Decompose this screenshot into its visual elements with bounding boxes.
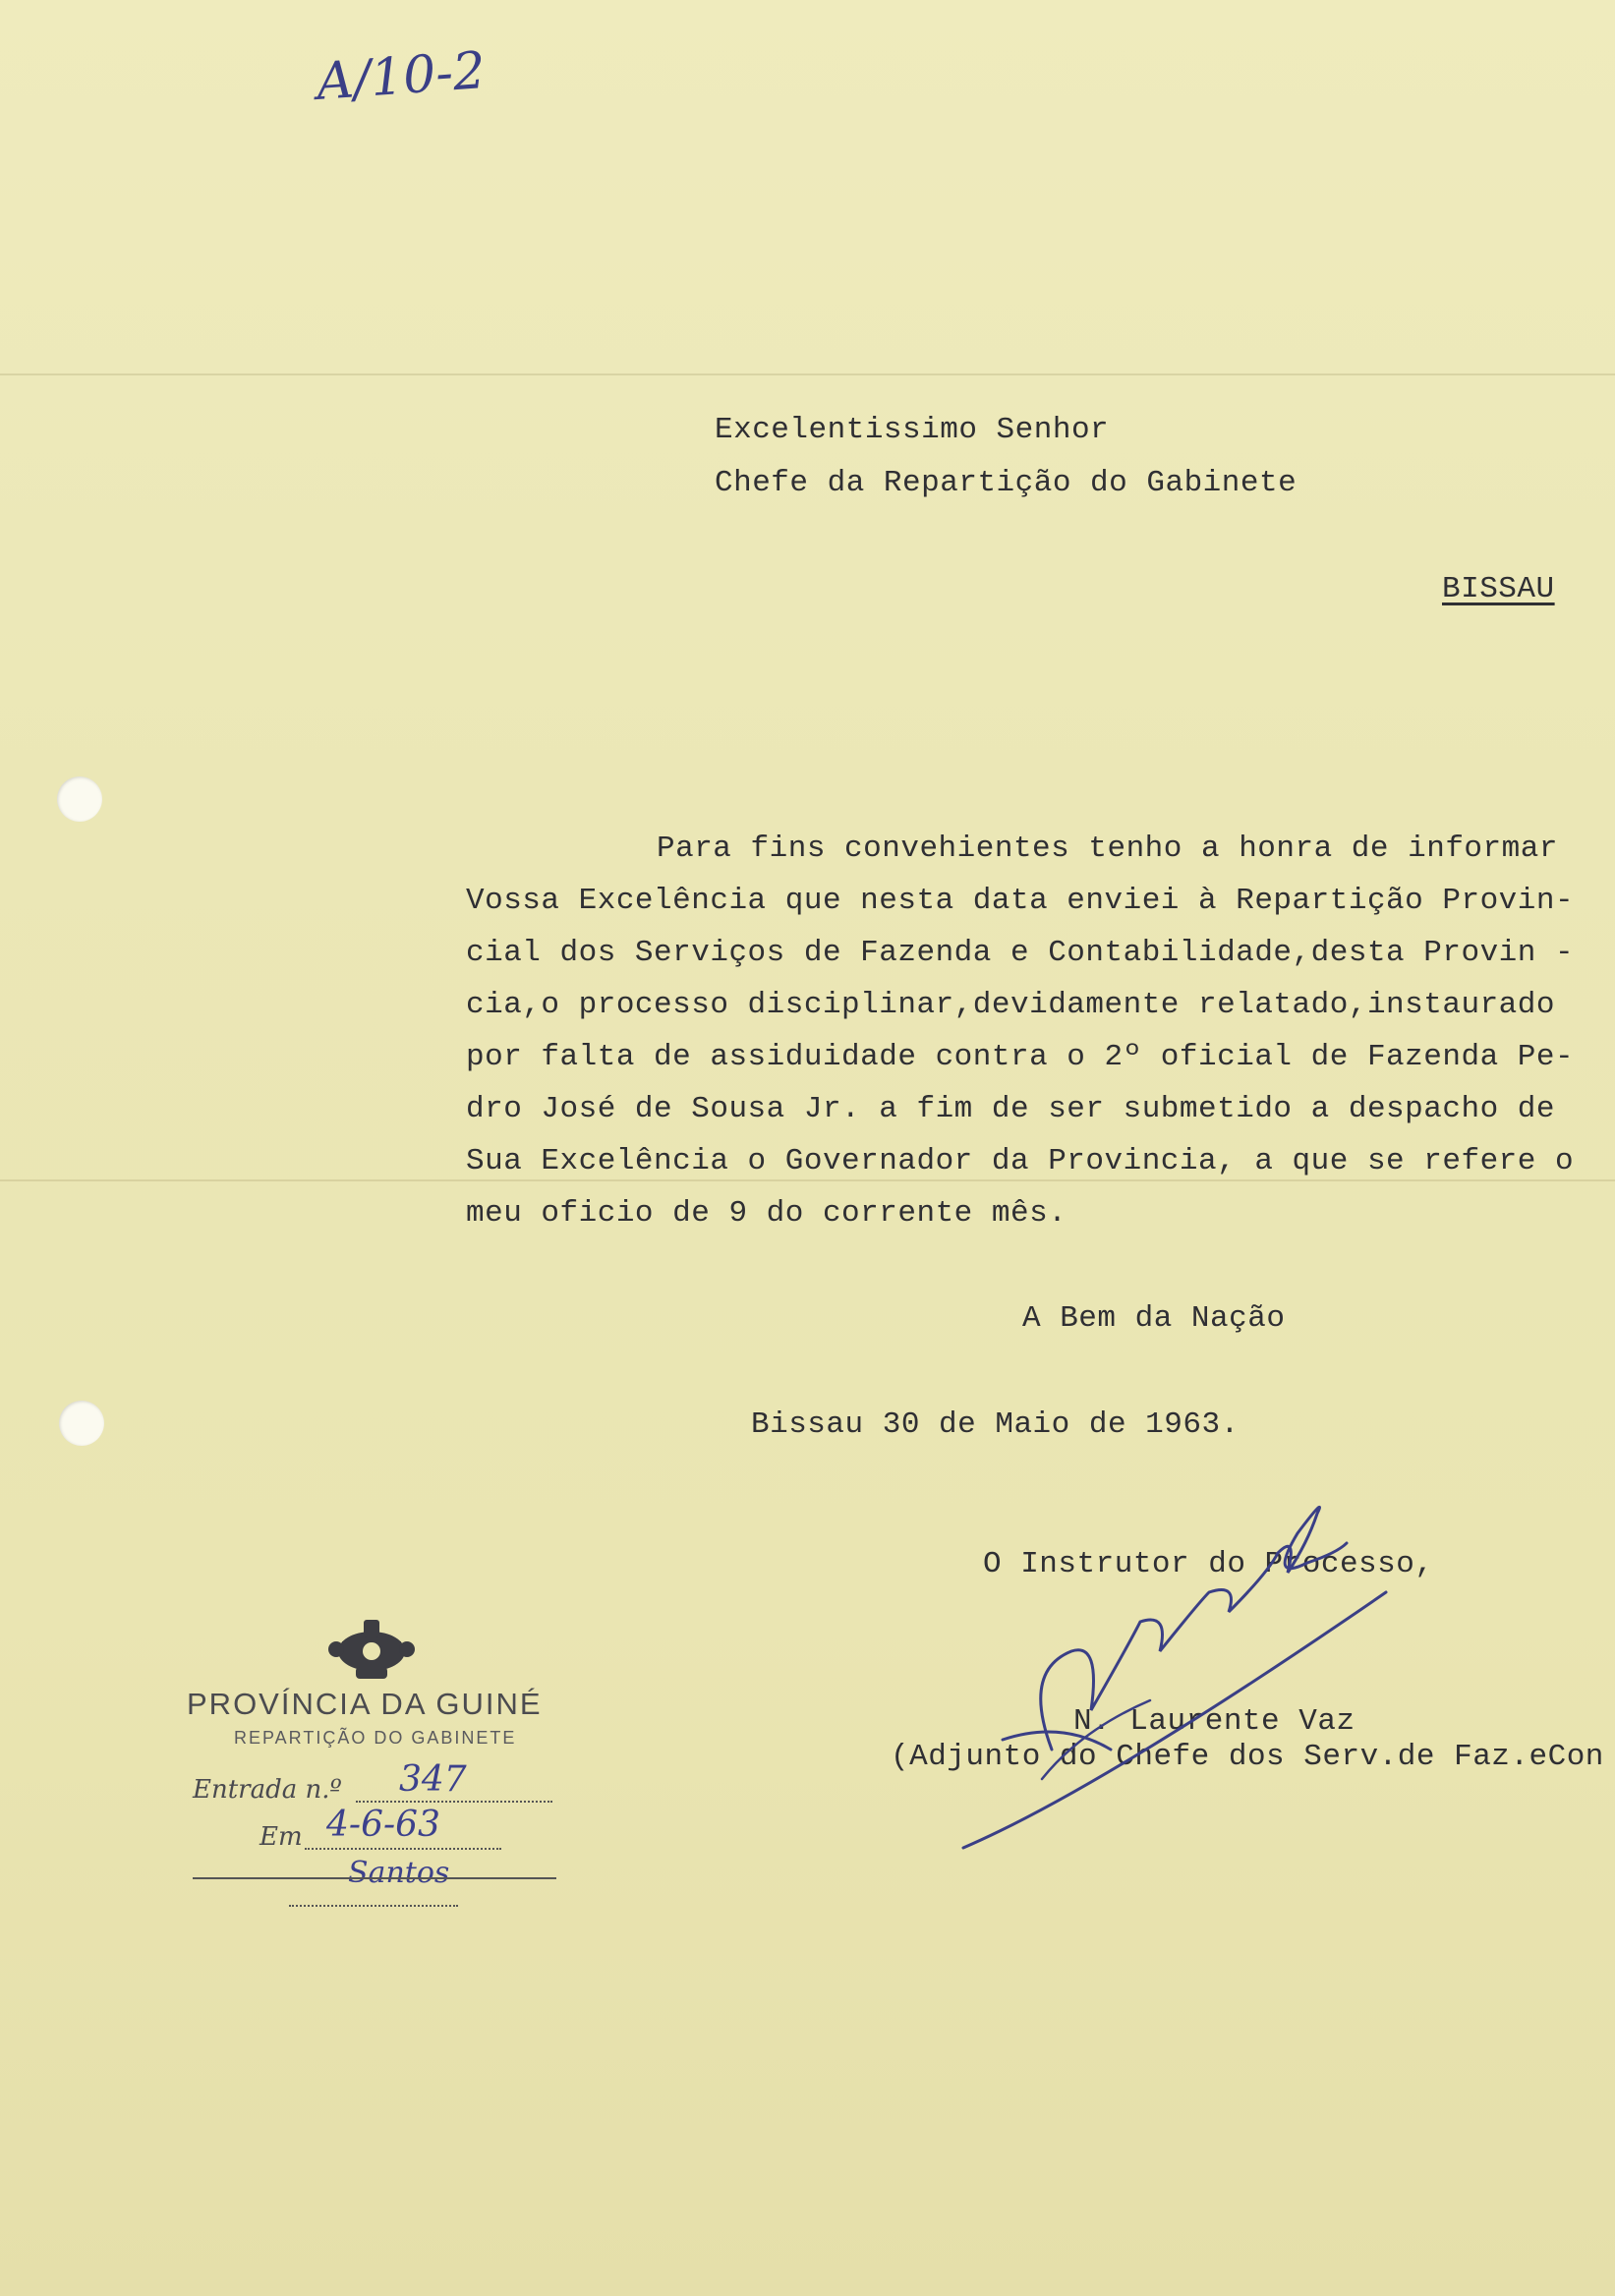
stamp-entry-dotted-line — [356, 1801, 552, 1803]
stamp-rule — [193, 1877, 556, 1879]
addressee-city: BISSAU — [1442, 572, 1555, 606]
stamp-date-value: 4-6-63 — [326, 1805, 440, 1845]
body-line: por falta de assiduidade contra o 2º oficial de Fazenda Pe- — [466, 1040, 1575, 1074]
punch-hole — [57, 776, 102, 822]
addressee-office: Chefe da Repartição do Gabinete — [715, 466, 1298, 500]
body-line: cia,o processo disciplinar,devidamente relatado,instaurado — [466, 988, 1555, 1022]
stamp-title: PROVÍNCIA DA GUINÉ — [187, 1687, 543, 1721]
body-line: dro José de Sousa Jr. a fim de ser submetido a despacho de — [466, 1092, 1555, 1126]
registry-stamp — [187, 1612, 580, 1926]
stamp-bottom-dotted-line — [289, 1905, 458, 1907]
stamp-initials: Santos — [348, 1856, 450, 1890]
stamp-date-label: Em — [260, 1822, 303, 1852]
addressee-salutation: Excelentissimo Senhor — [715, 413, 1110, 447]
date-line: Bissau 30 de Maio de 1963. — [751, 1407, 1240, 1442]
stamp-entry-number: 347 — [399, 1759, 467, 1800]
handwritten-signature — [944, 1494, 1415, 1867]
body-line: Para fins convehientes tenho a honra de informar — [657, 832, 1558, 866]
coat-of-arms-icon — [322, 1612, 421, 1685]
punch-hole — [59, 1401, 104, 1446]
archive-reference: A/10-2 — [315, 41, 488, 112]
stamp-date-dotted-line — [305, 1848, 501, 1850]
closing-line: A Bem da Nação — [1022, 1301, 1286, 1336]
body-line: Vossa Excelência que nesta data enviei à Repartição Provin- — [466, 884, 1575, 918]
signatory-title: (Adjunto do Chefe dos Serv.de Faz.eCon — [891, 1740, 1604, 1774]
signatory-name: N. Laurente Vaz — [1073, 1704, 1355, 1739]
body-line: Sua Excelência o Governador da Provincia, a que se refere o — [466, 1144, 1575, 1178]
paper-fold-line — [0, 373, 1615, 375]
body-line: meu oficio de 9 do corrente mês. — [466, 1196, 1067, 1231]
signatory-role: O Instrutor do Processo, — [983, 1547, 1434, 1581]
body-line: cial dos Serviços de Fazenda e Contabilidade,desta Provin - — [466, 936, 1575, 970]
stamp-subtitle: REPARTIÇÃO DO GABINETE — [234, 1728, 517, 1748]
stamp-entry-label: Entrada n.º — [193, 1775, 342, 1805]
